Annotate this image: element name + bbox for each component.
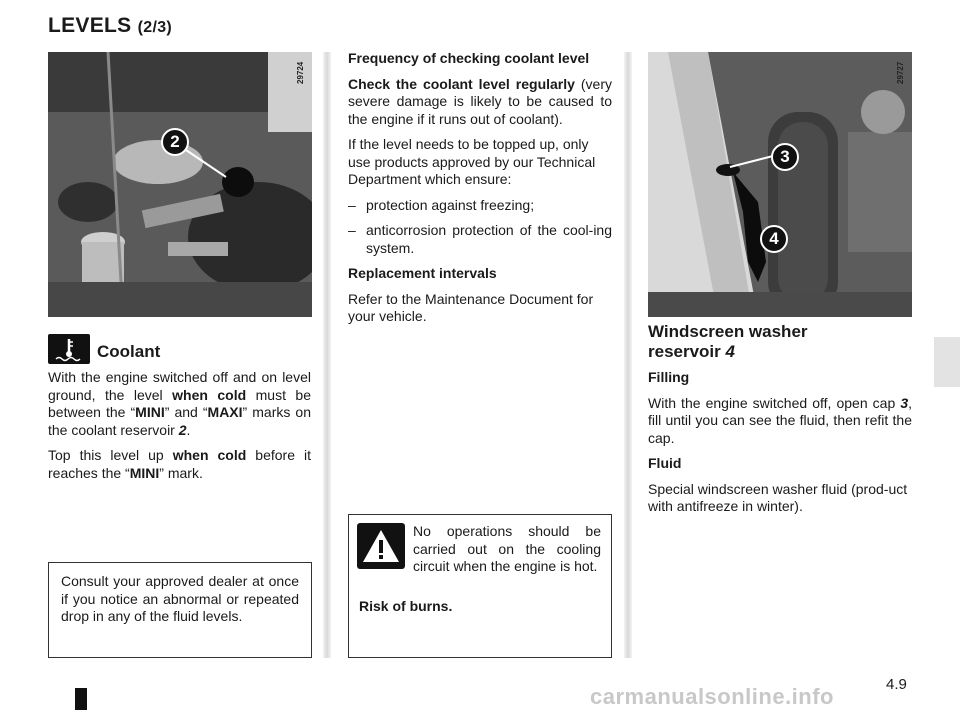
requirements-list: [348, 197, 612, 258]
callout-3: 3: [771, 143, 799, 171]
warning-risk: Risk of burns.: [359, 598, 453, 614]
page-number: 4.9: [886, 676, 907, 693]
topup-paragraph: If the level needs to be topped up, only use products approved by our Technical Department which ensure:: [348, 136, 596, 187]
dealer-note-box: [48, 562, 312, 658]
coolant-instructions: [48, 369, 311, 490]
photo-reference-number: 29724: [296, 61, 305, 84]
warning-text: No operations should be carried out on the cooling circuit when the engine is hot.: [413, 523, 601, 574]
watermark: carmanualsonline.info: [590, 684, 834, 709]
column-divider: [624, 52, 632, 658]
frequency-heading: Frequency of checking coolant level: [348, 50, 590, 66]
page-title-sub: (2/3): [137, 19, 173, 36]
coolant-reservoir-photo: [48, 52, 312, 317]
washer-reservoir-photo: [648, 52, 912, 317]
bottom-marker-bar: [75, 688, 87, 710]
page-title: [48, 14, 172, 38]
filling-heading: Filling: [648, 369, 690, 385]
coolant-section-title: Coolant: [97, 342, 161, 361]
coolant-icon: [48, 334, 90, 364]
list-item: – anticorrosion protection of the cool-ing system.: [348, 222, 612, 256]
coolant-paragraph-2: Top this level up when cold before it reaches the “MINI” mark.: [48, 447, 311, 481]
replacement-heading: Replacement intervals: [348, 265, 497, 281]
fluid-paragraph: Special windscreen washer fluid (prod-uct with antifreeze in winter).: [648, 480, 908, 514]
callout-2: 2: [161, 128, 189, 156]
page-title-main: LEVELS: [48, 14, 132, 37]
section-tab: [934, 337, 960, 387]
photo-reference-number: 29727: [896, 61, 905, 84]
coolant-paragraph-1: With the engine switched off and on level ground, the level when cold must be between the “MINI” and “MAXI” marks on the coolant reservoir 2.: [48, 369, 311, 438]
filling-paragraph: With the engine switched off, open cap 3, fill until you can see the fluid, then refit the cap.: [648, 394, 912, 446]
warning-triangle-icon: [357, 523, 405, 569]
washer-section-title: Windscreen washer reservoir 4: [648, 322, 808, 361]
dealer-note-text: Consult your approved dealer at once if you notice an abnormal or repeated drop in any of the fluid levels.: [61, 573, 299, 624]
callout-4: 4: [760, 225, 788, 253]
check-paragraph: Check the coolant level regularly (very severe damage is likely to be caused to the engine if it runs out of coolant).: [348, 75, 612, 127]
warning-box: [348, 514, 612, 658]
list-item: – protection against freezing;: [348, 196, 535, 213]
washer-instructions: [648, 369, 912, 524]
maintenance-paragraph: Refer to the Maintenance Document for your vehicle.: [348, 290, 594, 324]
coolant-checking-text: [348, 50, 612, 334]
fluid-heading: Fluid: [648, 455, 682, 471]
column-divider: [323, 52, 331, 658]
